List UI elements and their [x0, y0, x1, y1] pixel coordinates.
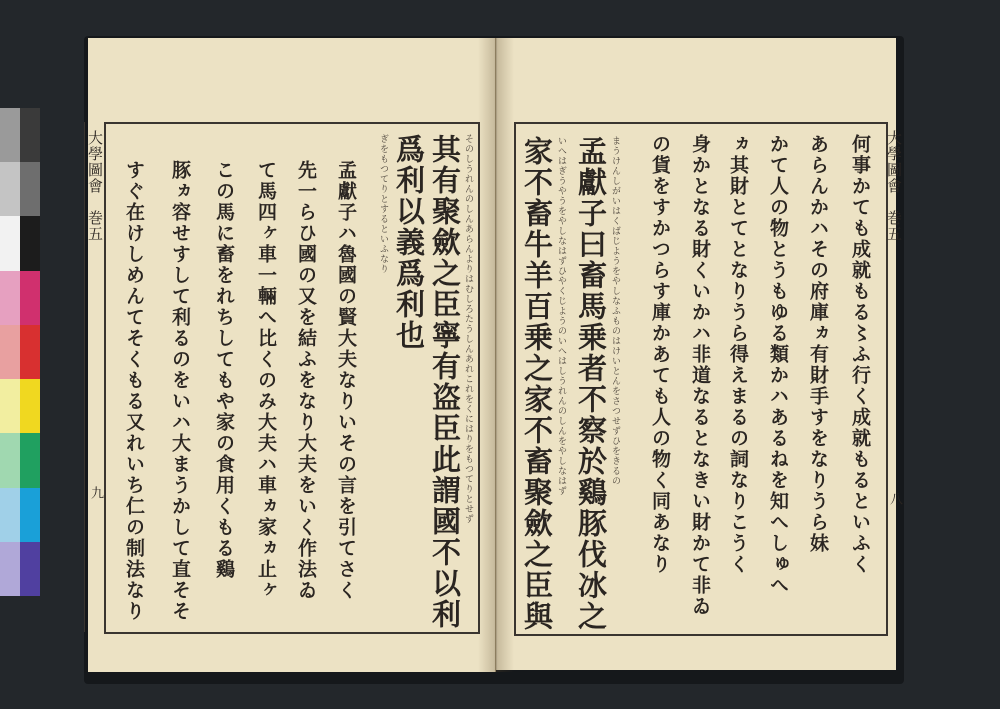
- calibration-swatch: [20, 325, 40, 379]
- left-commentary-line-1: 孟獻子ハ魯國の賢大夫なりいその言を引てさく: [335, 160, 357, 601]
- right-commentary-line-6: の貨をすかつらす庫かあても人の物く同あなり: [649, 134, 671, 575]
- left-classical-line-2: 爲利以義爲利也: [392, 134, 426, 351]
- left-volume-label: 巻五: [86, 210, 104, 242]
- right-folio: 八: [887, 492, 902, 505]
- calibration-row: [0, 379, 40, 433]
- left-commentary-line-5: 豚ヵ容せすして利るのをいハ大まうかして直そそ: [169, 160, 191, 622]
- calibration-swatch: [0, 542, 20, 596]
- left-commentary-line-2: 先一らひ國の又を結ふをなり大夫をいく作法ゐ: [295, 160, 317, 601]
- right-commentary-line-2: あらんかハその府庫ヵ有財手すをなりうら妹: [807, 134, 829, 554]
- right-running-title: 大學圖會: [885, 130, 903, 194]
- right-commentary-line-5: 身かとなる財くいかハ非道なるとなきい財かて非ゐ: [689, 134, 711, 617]
- left-commentary-line-6: すぐ在けしめんてそくもる又れいち仁の制法なり: [123, 160, 145, 622]
- left-commentary-line-4: この馬に畜をれちしてもや家の食用くもる鷄: [213, 160, 235, 580]
- calibration-row: [0, 542, 40, 596]
- calibration-row: [0, 325, 40, 379]
- calibration-row: [0, 108, 40, 162]
- calibration-swatch: [0, 433, 20, 487]
- book-gutter: [478, 38, 514, 672]
- right-classical-line-1: 孟獻子曰畜馬乗者不察於鷄豚伐冰之: [574, 136, 608, 632]
- right-reading-gloss-2: いへはぎうやうをやしなはずひやくじようのいへはしうれんのしんをやしなはず: [556, 136, 566, 496]
- calibration-swatch: [20, 162, 40, 216]
- calibration-swatch: [0, 379, 20, 433]
- calibration-row: [0, 162, 40, 216]
- right-margin-column: [884, 122, 904, 632]
- left-running-title: 大學圖會: [86, 130, 104, 194]
- calibration-row: [0, 271, 40, 325]
- color-calibration-strip: [0, 108, 40, 596]
- left-margin-column: [84, 122, 105, 632]
- left-reading-gloss-2: ぎをもつてりとするといふなり: [378, 134, 388, 274]
- calibration-row: [0, 216, 40, 270]
- calibration-swatch: [0, 162, 20, 216]
- calibration-swatch: [20, 433, 40, 487]
- left-reading-gloss-1: そのしうれんのしんあらんよりはむしろたうしんあれこれをくにはりをもつてりとせず: [463, 134, 473, 524]
- calibration-swatch: [20, 542, 40, 596]
- calibration-row: [0, 488, 40, 542]
- calibration-swatch: [20, 108, 40, 162]
- calibration-swatch: [0, 325, 20, 379]
- calibration-swatch: [20, 379, 40, 433]
- calibration-row: [0, 433, 40, 487]
- left-classical-line-1: 其有聚歛之臣寧有盗臣此謂國不以利: [428, 134, 462, 630]
- calibration-swatch: [20, 271, 40, 325]
- calibration-swatch: [20, 216, 40, 270]
- right-commentary-line-1: 何事かても成就もる〻ふ行く成就もるといふく: [849, 134, 871, 575]
- calibration-swatch: [0, 271, 20, 325]
- left-folio: 九: [88, 486, 103, 499]
- left-commentary-line-3: て馬四ヶ車一輛へ比くのみ大夫ハ車ヵ家ヵ止ヶ: [255, 160, 277, 601]
- calibration-swatch: [0, 108, 20, 162]
- right-commentary-line-3: かて人の物とうもゆる類かハあるねを知へしゅへ: [767, 134, 789, 596]
- calibration-swatch: [0, 488, 20, 542]
- right-classical-line-2: 家不畜牛羊百乗之家不畜聚歛之臣與: [520, 136, 554, 632]
- calibration-swatch: [20, 488, 40, 542]
- calibration-swatch: [0, 216, 20, 270]
- right-commentary-line-4: ヵ其財とてとなりうら得えまるの詞なりこうく: [727, 134, 749, 575]
- right-volume-label: 巻五: [885, 210, 903, 242]
- right-reading-gloss-1: まうけんしがいはくばじようをやしなふものはけいとんをさつせずひをきるの: [610, 136, 620, 486]
